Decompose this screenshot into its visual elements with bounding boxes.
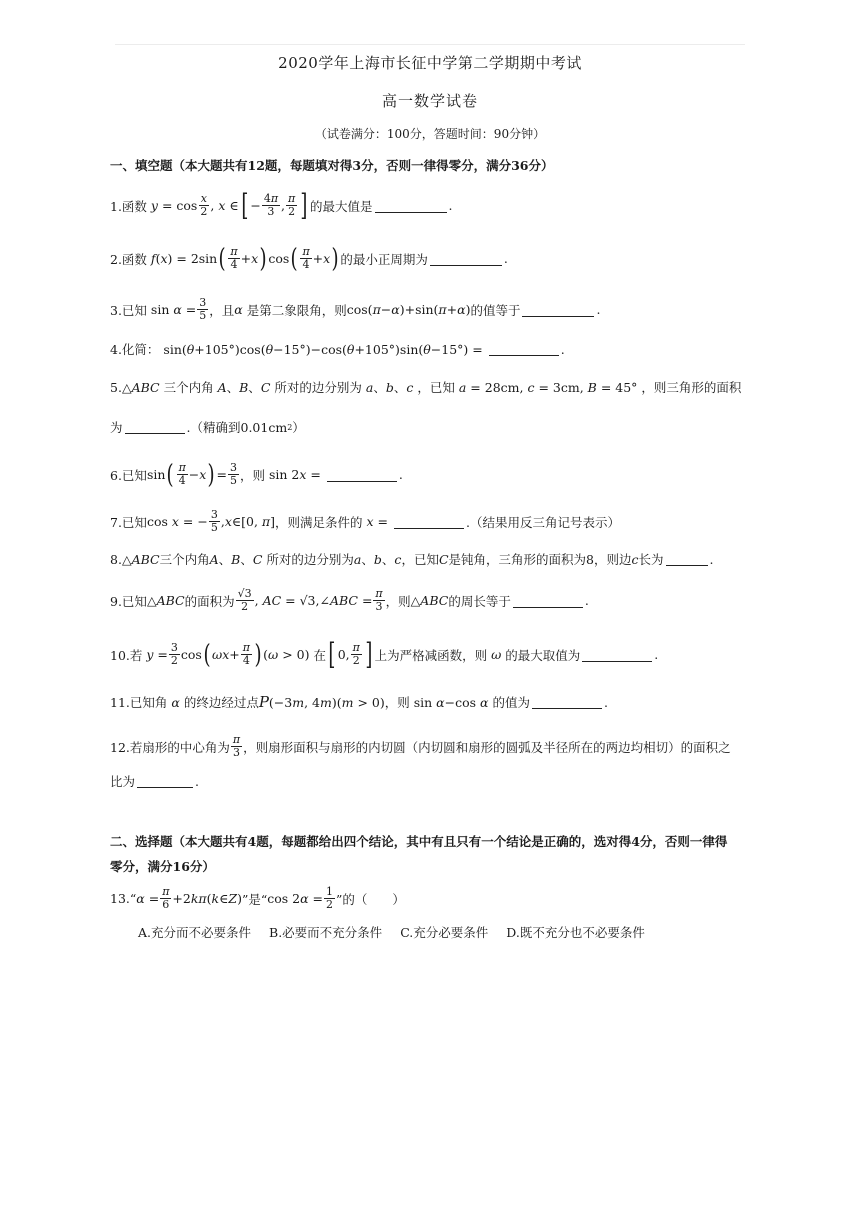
question-3: 3.已知 sin α = $\frac{3}{5}$ ，且 α 是第二象限角，则 cos( π − α )+sin( π + α ) 的值等于 .	[110, 296, 601, 322]
question-1: 1.函数 y = cos $\frac{x}{2}$ , x ∈ [ − $\frac{4\pi}{3}$ , $\frac{\pi}{2}$ ] 的最大值是 .	[110, 187, 453, 223]
answer-blank-8[interactable]	[666, 552, 708, 566]
question-7: 7.已知 cos x = − $\frac{3}{5}$ , x ∈[0, π ] ，则满足条件的 x = .（结果用反三角记号表示）	[110, 508, 620, 534]
option-b[interactable]: B.必要而不充分条件	[269, 925, 383, 940]
question-5-line2: 为 .（精确到0.01cm 2 ）	[110, 420, 305, 435]
answer-blank-9[interactable]	[513, 594, 583, 608]
question-12: 12.若扇形的中心角为 $\frac{\pi}{3}$ ，则扇形面积与扇形的内切圆（内切圆和扇形的圆弧及半径所在的两边均相切）的面积之	[110, 733, 731, 759]
question-5: 5. △ ABC 三个内角 A 、 B 、 C 所对的边分别为 a 、 b 、 c ，已知 a = 28cm, c = 3cm, B = 45° ，则三角形的面积	[110, 379, 742, 395]
section-2-heading: 二、选择题（本大题共有4题，每题都给出四个结论，其中有且只有一个结论是正确的，选对得4分，否则一律得	[110, 834, 728, 849]
question-2: 2.函数 f ( x ) = 2sin ( $\frac{\pi}{4}$ + x ) cos ( $\frac{\pi}{4}$ + x ) 的最小正周期为 .	[110, 243, 508, 274]
option-c[interactable]: C.充分必要条件	[400, 925, 489, 940]
section-2-heading-line2: 零分，满分16分）	[110, 859, 215, 874]
answer-blank-12[interactable]	[137, 774, 193, 788]
question-4: 4.化简： sin( θ +105°)cos( θ −15°)−cos( θ +105°)sin( θ −15°) = .	[110, 341, 565, 357]
answer-blank-11[interactable]	[532, 695, 602, 709]
answer-blank-3[interactable]	[522, 303, 594, 317]
answer-blank-4[interactable]	[489, 342, 559, 356]
exam-title: 2020学年上海市长征中学第二学期期中考试	[278, 54, 582, 72]
option-a[interactable]: A.充分而不必要条件	[138, 925, 252, 940]
question-12-line2: 比为 .	[110, 773, 199, 789]
section-1-heading: 一、填空题（本大题共有12题，每题填对得3分，否则一律得零分，满分36分）	[110, 158, 554, 173]
question-6: 6.已知 sin ( $\frac{\pi}{4}$ − x ) = $\frac{3}{5}$ ，则 sin 2 x = .	[110, 459, 403, 490]
top-rule	[115, 44, 745, 45]
answer-blank-7[interactable]	[394, 515, 464, 529]
answer-blank-10[interactable]	[582, 648, 652, 662]
question-13-options	[138, 923, 645, 941]
answer-blank-6[interactable]	[327, 468, 397, 482]
exam-meta: （试卷满分：100分，答题时间：90分钟）	[314, 127, 546, 141]
question-11: 11.已知角 α 的终边经过点 P (−3 m , 4 m )( m > 0) ，则 sin α −cos α 的值为 .	[110, 693, 608, 711]
answer-blank-2[interactable]	[430, 252, 502, 266]
exam-subtitle: 高一数学试卷	[381, 92, 478, 110]
question-9: 9.已知 △ ABC 的面积为 $\frac{√3}{2}$ , AC = √3,∠ ABC = $\frac{\pi}{3}$ ，则 △ ABC 的周长等于 .	[110, 587, 589, 613]
answer-blank-1[interactable]	[375, 199, 447, 213]
question-8: 8. △ ABC 三个内角 A 、 B 、 C 所对的边分别为 a 、 b 、 c ，已知 C 是钝角，三角形的面积为8，则边 c 长为 .	[110, 551, 714, 567]
answer-blank-5[interactable]	[125, 420, 185, 434]
question-10: 10.若 y = $\frac{3}{2}$ cos ( ωx + $\frac{\pi}{4}$ ) ( ω > 0) 在 [ 0, $\frac{\pi}{2}$ ] 上为严格减函数，则 ω 的最大取值为 .	[110, 636, 659, 672]
question-13: 13.“ α = $\frac{\pi}{6}$ +2 kπ ( k ∈ Z ) ”是“ cos 2 α = $\frac{1}{2}$ ”的（ ）	[110, 885, 405, 911]
option-d[interactable]: D.既不充分也不必要条件	[506, 925, 645, 940]
